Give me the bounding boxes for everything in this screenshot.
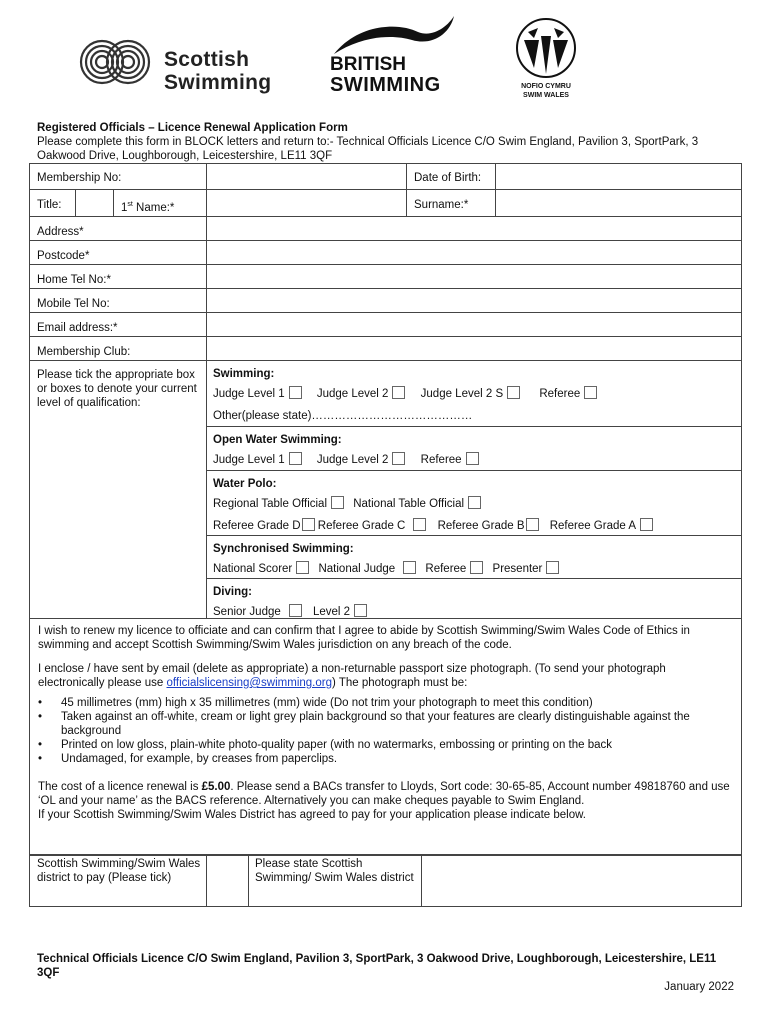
logo-line-2: Swimming (164, 71, 272, 94)
scottish-swimming-logo (78, 30, 298, 96)
first-name-input[interactable] (207, 190, 407, 216)
wp-regional-table-label: Regional Table Official (213, 498, 328, 510)
wp-referee-c-label: Referee Grade C (317, 520, 406, 532)
logo-line-1: NOFIO CYMRU (521, 83, 571, 90)
renewal-declaration: I wish to renew my licence to officiate and can confirm that I agree to abide by Scottish Swimming/Swim Wales Code of Ethics in swimming and accept Scottish Swimming/Swim Wales jurisdiction on any breach of the code. (38, 625, 690, 651)
mobile-tel-input[interactable] (207, 289, 741, 312)
open-water-section (207, 427, 741, 471)
synchro-heading: Synchronised Swimming: (213, 543, 354, 555)
email-row (30, 313, 741, 337)
cost-paragraph: The cost of a licence renewal is £5.00. Please send a BACs transfer to Lloyds, Sort code: 30-65-85, Account number 49818760 and use ‘OL and your name’ as the BACS reference. Alternatively you can make cheques payable to Swim England. (38, 781, 730, 807)
synchro-presenter-checkbox[interactable] (546, 561, 559, 574)
membership-row (30, 164, 741, 190)
mobile-tel-row (30, 289, 741, 313)
diving-level-2-checkbox[interactable] (354, 604, 367, 617)
qualification-options (207, 361, 741, 618)
swim-wales-logo (508, 18, 586, 100)
membership-club-row (30, 337, 741, 361)
synchro-referee-label: Referee (425, 563, 467, 575)
date-of-birth-input[interactable] (496, 164, 741, 189)
wp-referee-a-checkbox[interactable] (640, 518, 653, 531)
footer-address: Technical Officials Licence C/O Swim England, Pavilion 3, SportPark, 3 Oakwood Drive, Loughborough, Leicestershire, LE11 3QF (37, 953, 717, 979)
open-water-heading: Open Water Swimming: (213, 434, 342, 446)
photo-requirements-list (38, 696, 733, 766)
synchro-scorer-label: National Scorer (213, 563, 293, 575)
diving-senior-judge-checkbox[interactable] (289, 604, 302, 617)
open-water-judge-l1-label: Judge Level 1 (213, 454, 285, 466)
qualification-prompt: Please tick the appropriate box or boxes to denote your current level of qualification: (30, 361, 207, 618)
swimming-judge-l2s-checkbox[interactable] (507, 386, 520, 399)
diving-senior-judge-label: Senior Judge (213, 606, 281, 618)
postcode-label: Postcode* (30, 241, 207, 264)
list-item: • Taken against an off-white, cream or light grey plain background so that your features are clearly distinguishable against the background (38, 710, 733, 738)
email-label: Email address:* (30, 313, 207, 336)
home-tel-input[interactable] (207, 265, 741, 288)
list-item: • Printed on low gloss, plain-white photo-quality paper (with no watermarks, embossing or printing on the back (38, 738, 733, 752)
address-input[interactable] (207, 217, 741, 240)
form-title: Registered Officials – Licence Renewal Application Form (37, 122, 348, 134)
wp-referee-b-checkbox[interactable] (526, 518, 539, 531)
membership-no-input[interactable] (207, 164, 407, 189)
home-tel-label: Home Tel No:* (30, 265, 207, 288)
swimming-judge-l1-label: Judge Level 1 (213, 388, 285, 400)
surname-input[interactable] (496, 190, 741, 216)
address-label: Address* (30, 217, 207, 240)
wp-regional-table-checkbox[interactable] (331, 496, 344, 509)
synchro-presenter-label: Presenter (492, 563, 543, 575)
swimming-judge-l2-checkbox[interactable] (392, 386, 405, 399)
mobile-tel-label: Mobile Tel No: (30, 289, 207, 312)
swimming-judge-l2s-label: Judge Level 2 S (420, 388, 504, 400)
wp-referee-d-label: Referee Grade D (213, 520, 301, 532)
logo-line-2: SWIM WALES (523, 92, 569, 99)
wave-swoosh-icon (328, 16, 463, 56)
membership-no-label: Membership No: (30, 164, 207, 189)
synchro-section (207, 536, 741, 579)
swimming-other-field[interactable]: Other(please state)…………………………………… (213, 410, 473, 422)
swimming-judge-l2-label: Judge Level 2 (316, 388, 389, 400)
diving-section (207, 579, 741, 617)
swimming-section (207, 361, 741, 427)
synchro-referee-checkbox[interactable] (470, 561, 483, 574)
swimming-referee-checkbox[interactable] (584, 386, 597, 399)
postcode-row (30, 241, 741, 265)
postcode-input[interactable] (207, 241, 741, 264)
british-swimming-logo (328, 16, 463, 98)
wp-referee-a-label: Referee Grade A (549, 520, 637, 532)
photo-instructions: I enclose / have sent by email (delete as appropriate) a non-returnable passport size photograph. (To send your photograph electronically please use officialslicensing@swimming.org) The photograph must be: (38, 663, 666, 689)
form-header (37, 121, 737, 163)
wp-referee-b-label: Referee Grade B (437, 520, 525, 532)
water-polo-section (207, 471, 741, 536)
diving-level-2-label: Level 2 (312, 606, 351, 618)
district-note: If your Scottish Swimming/Swim Wales District has agreed to pay for your application please indicate below. (38, 809, 586, 821)
wp-national-table-checkbox[interactable] (468, 496, 481, 509)
open-water-judge-l2-checkbox[interactable] (392, 452, 405, 465)
synchro-judge-checkbox[interactable] (403, 561, 416, 574)
qualification-row (30, 361, 741, 618)
open-water-referee-label: Referee (420, 454, 462, 466)
title-input[interactable] (76, 190, 114, 216)
home-tel-row (30, 265, 741, 289)
officials-email-link[interactable]: officialslicensing@swimming.org (166, 677, 332, 689)
diving-heading: Diving: (213, 586, 252, 598)
name-row (30, 190, 741, 217)
logo-line-1: BRITISH (330, 54, 406, 75)
document-date: January 2022 (664, 981, 734, 993)
open-water-judge-l1-checkbox[interactable] (289, 452, 302, 465)
declaration-section (29, 618, 742, 855)
synchro-judge-label: National Judge (318, 563, 396, 575)
swimming-judge-l1-checkbox[interactable] (289, 386, 302, 399)
water-polo-heading: Water Polo: (213, 478, 277, 490)
district-pay-tick-box[interactable] (207, 856, 249, 906)
wp-national-table-label: National Table Official (353, 498, 465, 510)
return-instructions: Please complete this form in BLOCK letters and return to:- Technical Officials Licence C/O Swim England, Pavilion 3, SportPark, 3 Oakwood Drive, Loughborough, Leicestershire, LE11 3QF (37, 136, 699, 162)
swimming-heading: Swimming: (213, 368, 275, 380)
swimming-referee-label: Referee (539, 388, 581, 400)
membership-club-input[interactable] (207, 337, 741, 360)
district-pay-label: Scottish Swimming/Swim Wales district to pay (Please tick) (30, 856, 207, 906)
surname-label: Surname:* (407, 190, 496, 216)
wp-referee-c-checkbox[interactable] (413, 518, 426, 531)
list-item: • 45 millimetres (mm) high x 35 millimetres (mm) wide (Do not trim your photograph to meet this condition) (38, 696, 733, 710)
synchro-scorer-checkbox[interactable] (296, 561, 309, 574)
scottish-swimming-emblem-icon (78, 30, 156, 96)
title-label: Title: (30, 190, 76, 216)
swim-wales-emblem-icon (508, 18, 586, 80)
district-state-label: Please state Scottish Swimming/ Swim Wales district (249, 856, 422, 906)
application-form-table (29, 163, 742, 619)
open-water-referee-checkbox[interactable] (466, 452, 479, 465)
date-of-birth-label: Date of Birth: (407, 164, 496, 189)
email-input[interactable] (207, 313, 741, 336)
membership-club-label: Membership Club: (30, 337, 207, 360)
first-name-label: 1st Name:* (114, 190, 207, 216)
cost-amount: £5.00 (201, 781, 231, 793)
logo-line-2: SWIMMING (330, 74, 441, 96)
wp-referee-d-checkbox[interactable] (302, 518, 315, 531)
district-payment-table (29, 855, 742, 907)
list-item: • Undamaged, for example, by creases from paperclips. (38, 752, 733, 766)
district-state-input[interactable] (422, 856, 741, 906)
open-water-judge-l2-label: Judge Level 2 (316, 454, 389, 466)
address-row (30, 217, 741, 241)
logo-line-1: Scottish (164, 48, 250, 71)
